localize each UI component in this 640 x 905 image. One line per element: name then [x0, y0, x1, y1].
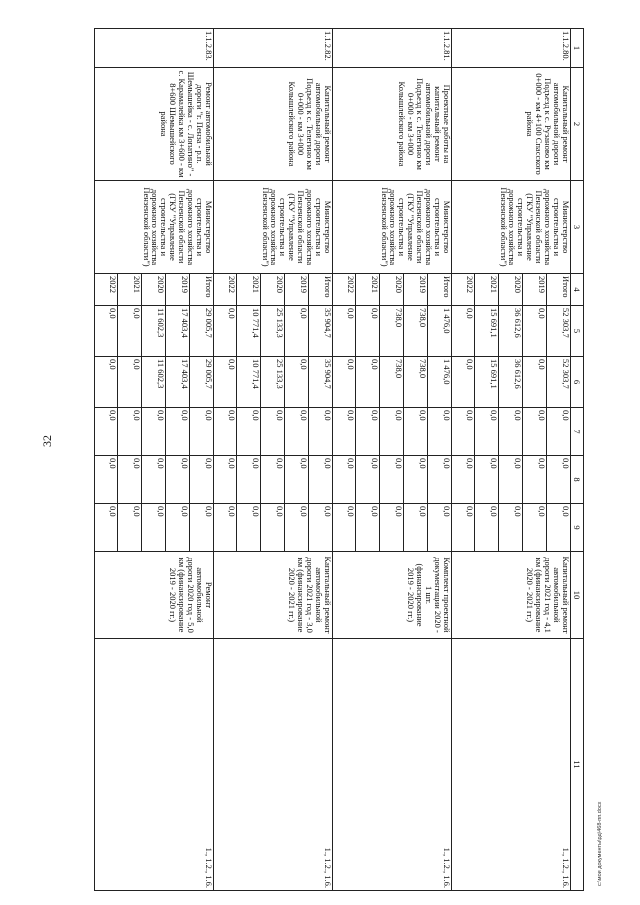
year-cell: 2021 — [356, 274, 380, 306]
header-cell: 2 — [571, 68, 584, 181]
year-cell: 2019 — [285, 274, 309, 306]
value-cell: 0,0 — [452, 357, 475, 408]
value-cell: 0,0 — [404, 408, 428, 456]
year-cell: 2019 — [404, 274, 428, 306]
entry-executor: Министерство строительства и дорожного хозяйства Пензенской области (ГКУ "Управление строительства и дорожного хозяйства Пензенской области") — [452, 181, 571, 274]
footer-file-path: c:\мои документы\рд\468-пп.docx — [597, 801, 603, 886]
year-cell: 2020 — [380, 274, 404, 306]
value-cell: 0,0 — [428, 504, 452, 552]
year-cell: Итого — [309, 274, 333, 306]
value-cell: 0,0 — [356, 357, 380, 408]
value-cell: 0,0 — [95, 357, 118, 408]
value-cell: 738,0 — [380, 306, 404, 357]
value-cell: 0,0 — [190, 408, 214, 456]
entry-name: Капитальный ремонт автомобильной дороги Подъезд к с. Телегино км 0+000 - км 3+000 Колышлейского района — [214, 68, 333, 181]
header-cell: 3 — [571, 181, 584, 274]
year-cell: 2022 — [95, 274, 118, 306]
table-row — [309, 29, 333, 891]
header-cell: 1 — [571, 29, 584, 68]
year-cell: 2021 — [237, 274, 261, 306]
header-cell: 8 — [571, 456, 584, 504]
value-cell: 0,0 — [523, 456, 547, 504]
header-cell: 10 — [571, 552, 584, 639]
year-cell: 2022 — [452, 274, 475, 306]
program-table — [94, 28, 584, 891]
value-cell: 0,0 — [452, 408, 475, 456]
value-cell: 0,0 — [285, 357, 309, 408]
page-number: 32 — [40, 435, 54, 447]
year-cell: 2022 — [214, 274, 237, 306]
value-cell: 0,0 — [356, 408, 380, 456]
value-cell: 0,0 — [356, 306, 380, 357]
value-cell: 0,0 — [523, 357, 547, 408]
header-cell: 6 — [571, 357, 584, 408]
value-cell: 0,0 — [214, 306, 237, 357]
value-cell: 0,0 — [142, 408, 166, 456]
value-cell: 0,0 — [95, 504, 118, 552]
value-cell: 0,0 — [333, 456, 356, 504]
value-cell: 0,0 — [95, 306, 118, 357]
value-cell: 0,0 — [333, 357, 356, 408]
value-cell: 0,0 — [142, 456, 166, 504]
value-cell: 35 904,7 — [309, 357, 333, 408]
value-cell: 1 476,0 — [428, 357, 452, 408]
value-cell: 25 133,3 — [261, 357, 285, 408]
value-cell: 0,0 — [214, 456, 237, 504]
value-cell: 0,0 — [452, 504, 475, 552]
value-cell: 0,0 — [428, 456, 452, 504]
value-cell: 1 476,0 — [428, 306, 452, 357]
value-cell: 10 771,4 — [237, 357, 261, 408]
year-cell: Итого — [190, 274, 214, 306]
value-cell: 0,0 — [356, 504, 380, 552]
value-cell: 0,0 — [118, 408, 142, 456]
value-cell: 17 403,4 — [166, 357, 190, 408]
value-cell: 0,0 — [166, 408, 190, 456]
value-cell: 0,0 — [166, 456, 190, 504]
entry-number: 1.1.2.81. — [333, 29, 452, 68]
entry-result: Капитальный ремонт автомобильной дороги 2021 год - 4,1 км (финансирование 2020 - 2021 гг.) — [452, 552, 571, 639]
value-cell: 0,0 — [547, 504, 571, 552]
year-cell: 2021 — [475, 274, 499, 306]
entry-result: Капитальный ремонт автомобильной дороги 2021 год - 3,0 км (финансирование 2020 - 2021 гг.) — [214, 552, 333, 639]
value-cell: 17 403,4 — [166, 306, 190, 357]
value-cell: 0,0 — [118, 306, 142, 357]
value-cell: 0,0 — [380, 504, 404, 552]
value-cell: 0,0 — [285, 306, 309, 357]
entry-name: Проектные работы на капитальный ремонт автомобильной дороги Подъезд к с. Телегино км 0+000 - км 3+000 Колышлейского района — [333, 68, 452, 181]
value-cell: 15 691,1 — [475, 357, 499, 408]
value-cell: 10 771,4 — [237, 306, 261, 357]
value-cell: 0,0 — [452, 456, 475, 504]
value-cell: 0,0 — [237, 504, 261, 552]
value-cell: 0,0 — [95, 456, 118, 504]
value-cell: 0,0 — [499, 408, 523, 456]
header-cell: 5 — [571, 306, 584, 357]
value-cell: 0,0 — [333, 504, 356, 552]
year-cell: Итого — [428, 274, 452, 306]
value-cell: 0,0 — [118, 504, 142, 552]
header-cell: 11 — [571, 639, 584, 891]
entry-number: 1.1.2.83. — [95, 29, 214, 68]
header-cell: 9 — [571, 504, 584, 552]
value-cell: 0,0 — [261, 504, 285, 552]
rotated-table-page — [94, 28, 584, 890]
value-cell: 52 303,7 — [547, 357, 571, 408]
value-cell: 0,0 — [190, 504, 214, 552]
table-row — [547, 29, 571, 891]
value-cell: 52 303,7 — [547, 306, 571, 357]
value-cell: 0,0 — [118, 456, 142, 504]
value-cell: 0,0 — [190, 456, 214, 504]
header-cell: 7 — [571, 408, 584, 456]
value-cell: 0,0 — [380, 408, 404, 456]
value-cell: 0,0 — [547, 456, 571, 504]
entry-name: Капитальный ремонт автомобильной дороги Подъезд к с. Рузаново км 0+000 - км 4+100 Спасского района — [452, 68, 571, 181]
year-cell: 2020 — [499, 274, 523, 306]
value-cell: 0,0 — [475, 456, 499, 504]
value-cell: 0,0 — [118, 357, 142, 408]
value-cell: 0,0 — [356, 456, 380, 504]
value-cell: 0,0 — [523, 504, 547, 552]
table-row — [190, 29, 214, 891]
value-cell: 0,0 — [499, 504, 523, 552]
value-cell: 35 904,7 — [309, 306, 333, 357]
value-cell: 0,0 — [214, 504, 237, 552]
value-cell: 0,0 — [547, 408, 571, 456]
value-cell: 0,0 — [523, 306, 547, 357]
value-cell: 0,0 — [333, 408, 356, 456]
value-cell: 15 691,1 — [475, 306, 499, 357]
table-row — [428, 29, 452, 891]
entry-reference: 1., 1.2., 1.6. — [333, 639, 452, 891]
value-cell: 0,0 — [261, 408, 285, 456]
value-cell: 36 612,6 — [499, 306, 523, 357]
value-cell: 0,0 — [261, 456, 285, 504]
value-cell: 0,0 — [285, 408, 309, 456]
value-cell: 11 602,3 — [142, 357, 166, 408]
value-cell: 738,0 — [404, 306, 428, 357]
value-cell: 0,0 — [285, 456, 309, 504]
entry-number: 1.1.2.80. — [452, 29, 571, 68]
entry-result: Комплект проектной документации 2020 - 1 шт. (финансирование 2019 - 2020 гг.) — [333, 552, 452, 639]
entry-name: Ремонт автомобильной дороги "г. Пенза - р.п. Шемышейка - с. Лопатино" - с. Карамалейка км 3+600 - км 8+600 Шемышейского района — [95, 68, 214, 181]
entry-executor: Министерство строительства и дорожного хозяйства Пензенской области (ГКУ "Управление строительства и дорожного хозяйства Пензенской области") — [333, 181, 452, 274]
year-cell: 2019 — [523, 274, 547, 306]
value-cell: 29 005,7 — [190, 357, 214, 408]
entry-executor: Министерство строительства и дорожного хозяйства Пензенской области (ГКУ "Управление строительства и дорожного хозяйства Пензенской области") — [214, 181, 333, 274]
value-cell: 0,0 — [404, 456, 428, 504]
year-cell: 2022 — [333, 274, 356, 306]
year-cell: Итого — [547, 274, 571, 306]
year-cell: 2020 — [261, 274, 285, 306]
value-cell: 0,0 — [452, 306, 475, 357]
value-cell: 0,0 — [237, 408, 261, 456]
value-cell: 11 602,3 — [142, 306, 166, 357]
value-cell: 0,0 — [499, 456, 523, 504]
value-cell: 36 612,6 — [499, 357, 523, 408]
entry-reference: 1., 1.2., 1.6. — [95, 639, 214, 891]
value-cell: 0,0 — [428, 408, 452, 456]
value-cell: 0,0 — [309, 408, 333, 456]
value-cell: 0,0 — [95, 408, 118, 456]
value-cell: 0,0 — [309, 504, 333, 552]
value-cell: 0,0 — [142, 504, 166, 552]
value-cell: 0,0 — [237, 456, 261, 504]
value-cell: 0,0 — [475, 408, 499, 456]
entry-reference: 1., 1.2., 1.6. — [214, 639, 333, 891]
value-cell: 738,0 — [404, 357, 428, 408]
value-cell: 0,0 — [523, 408, 547, 456]
value-cell: 29 005,7 — [190, 306, 214, 357]
value-cell: 738,0 — [380, 357, 404, 408]
value-cell: 0,0 — [214, 357, 237, 408]
entry-number: 1.1.2.82. — [214, 29, 333, 68]
entry-reference: 1., 1.2., 1.6. — [452, 639, 571, 891]
value-cell: 0,0 — [309, 456, 333, 504]
value-cell: 0,0 — [404, 504, 428, 552]
header-cell: 4 — [571, 274, 584, 306]
value-cell: 0,0 — [166, 504, 190, 552]
entry-result: Ремонт автомобильной дороги 2020 год - 5,0 км (финансирование 2019 - 2020 гг.) — [95, 552, 214, 639]
year-cell: 2020 — [142, 274, 166, 306]
year-cell: 2021 — [118, 274, 142, 306]
entry-executor: Министерство строительства и дорожного хозяйства Пензенской области (ГКУ "Управление строительства и дорожного хозяйства Пензенской области") — [95, 181, 214, 274]
value-cell: 0,0 — [475, 504, 499, 552]
value-cell: 0,0 — [333, 306, 356, 357]
value-cell: 25 133,3 — [261, 306, 285, 357]
value-cell: 0,0 — [285, 504, 309, 552]
year-cell: 2019 — [166, 274, 190, 306]
column-number-row — [571, 29, 584, 891]
value-cell: 0,0 — [214, 408, 237, 456]
value-cell: 0,0 — [380, 456, 404, 504]
